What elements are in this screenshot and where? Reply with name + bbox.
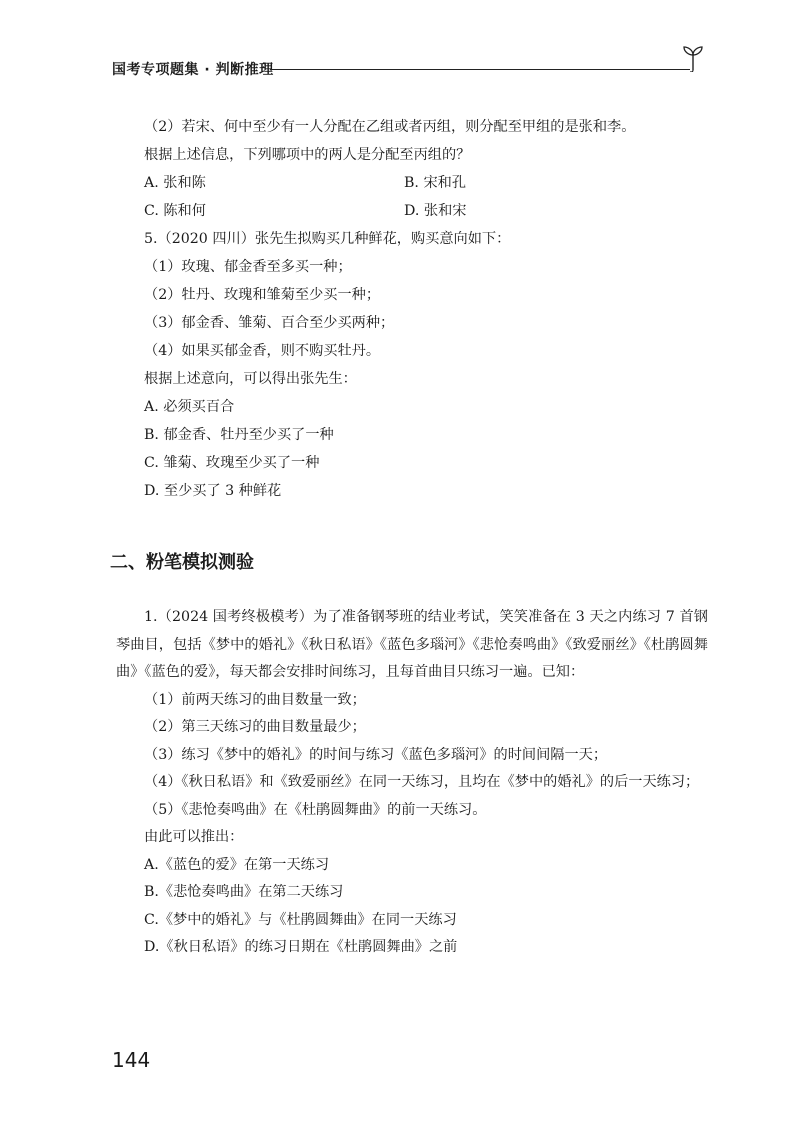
page-number: 144 [112,1048,151,1072]
question-5-condition: （4）如果买郁金香，则不购买牡丹。 [144,343,381,359]
option-b: B. 宋和孔 [404,175,467,191]
question-1-option: A.《蓝色的爱》在第一天练习 [144,856,330,873]
question-5-option: C. 雏菊、玫瑰至少买了一种 [144,455,320,471]
header-title: 国考专项题集 · 判断推理 [112,62,274,78]
question-5-option: A. 必须买百合 [144,399,235,415]
question-block-mock [116,604,708,962]
question-1-condition: （4）《秋日私语》和《致爱丽丝》在同一天练习，且均在《梦中的婚礼》的后一天练习； [144,774,700,790]
question-5-condition: （2）牡丹、玫瑰和雏菊至少买一种； [144,287,381,303]
header-rule [270,69,690,70]
question-5-condition: （3）郁金香、雏菊、百合至少买两种； [144,315,395,331]
question-5-option: B. 郁金香、牡丹至少买了一种 [144,427,334,443]
question-1-option: B.《悲怆奏鸣曲》在第二天练习 [144,884,344,900]
question-1-stem: 1.（2024 国考终极模考）为了准备钢琴班的结业考试，笑笑准备在 3 天之内练习 7 首钢琴曲目，包括《梦中的婚礼》《秋日私语》《蓝色多瑙河》《悲怆奏鸣曲》《致爱丽丝》《杜鹃圆舞曲》《蓝色的爱》，每天都会安排时间练习，且每首曲目只练习一遍。已知： [116,609,708,680]
question-1-condition: （3）练习《梦中的婚礼》的时间与练习《蓝色多瑙河》的时间间隔一天； [144,746,608,763]
question-1-question: 由此可以推出： [144,829,244,845]
question-1-condition: （1）前两天练习的曲目数量一致； [144,691,366,708]
option-row [116,197,708,225]
option-c: C. 陈和何 [144,203,206,219]
question-text: 根据上述信息，下列哪项中的两人是分配至丙组的？ [144,147,471,163]
question-1-option: D.《秋日私语》的练习日期在《杜鹃圆舞曲》之前 [144,939,458,955]
section-heading: 二、粉笔模拟测验 [110,552,254,573]
question-5-question: 根据上述意向，可以得出张先生： [144,371,357,387]
option-d: D. 张和宋 [404,203,467,219]
question-1-condition: （2）第三天练习的曲目数量最少； [144,719,366,735]
question-1-condition: （5）《悲怆奏鸣曲》在《杜鹃圆舞曲》的前一天练习。 [144,801,487,818]
question-5-condition: （1）玫瑰、郁金香至多买一种； [144,259,352,275]
option-a: A. 张和陈 [144,175,206,191]
running-header [112,56,712,86]
question-5-option: D. 至少买了 3 种鲜花 [144,483,282,499]
condition-text: （2）若宋、何中至少有一人分配在乙组或者丙组，则分配至甲组的是张和李。 [144,119,636,135]
question-1-option: C.《梦中的婚礼》与《杜鹃圆舞曲》在同一天练习 [144,911,457,928]
sprout-icon [680,42,706,72]
question-block-top [116,113,708,505]
question-5-stem: 5.（2020 四川）张先生拟购买几种鲜花，购买意向如下： [144,231,511,247]
option-row [116,169,708,197]
